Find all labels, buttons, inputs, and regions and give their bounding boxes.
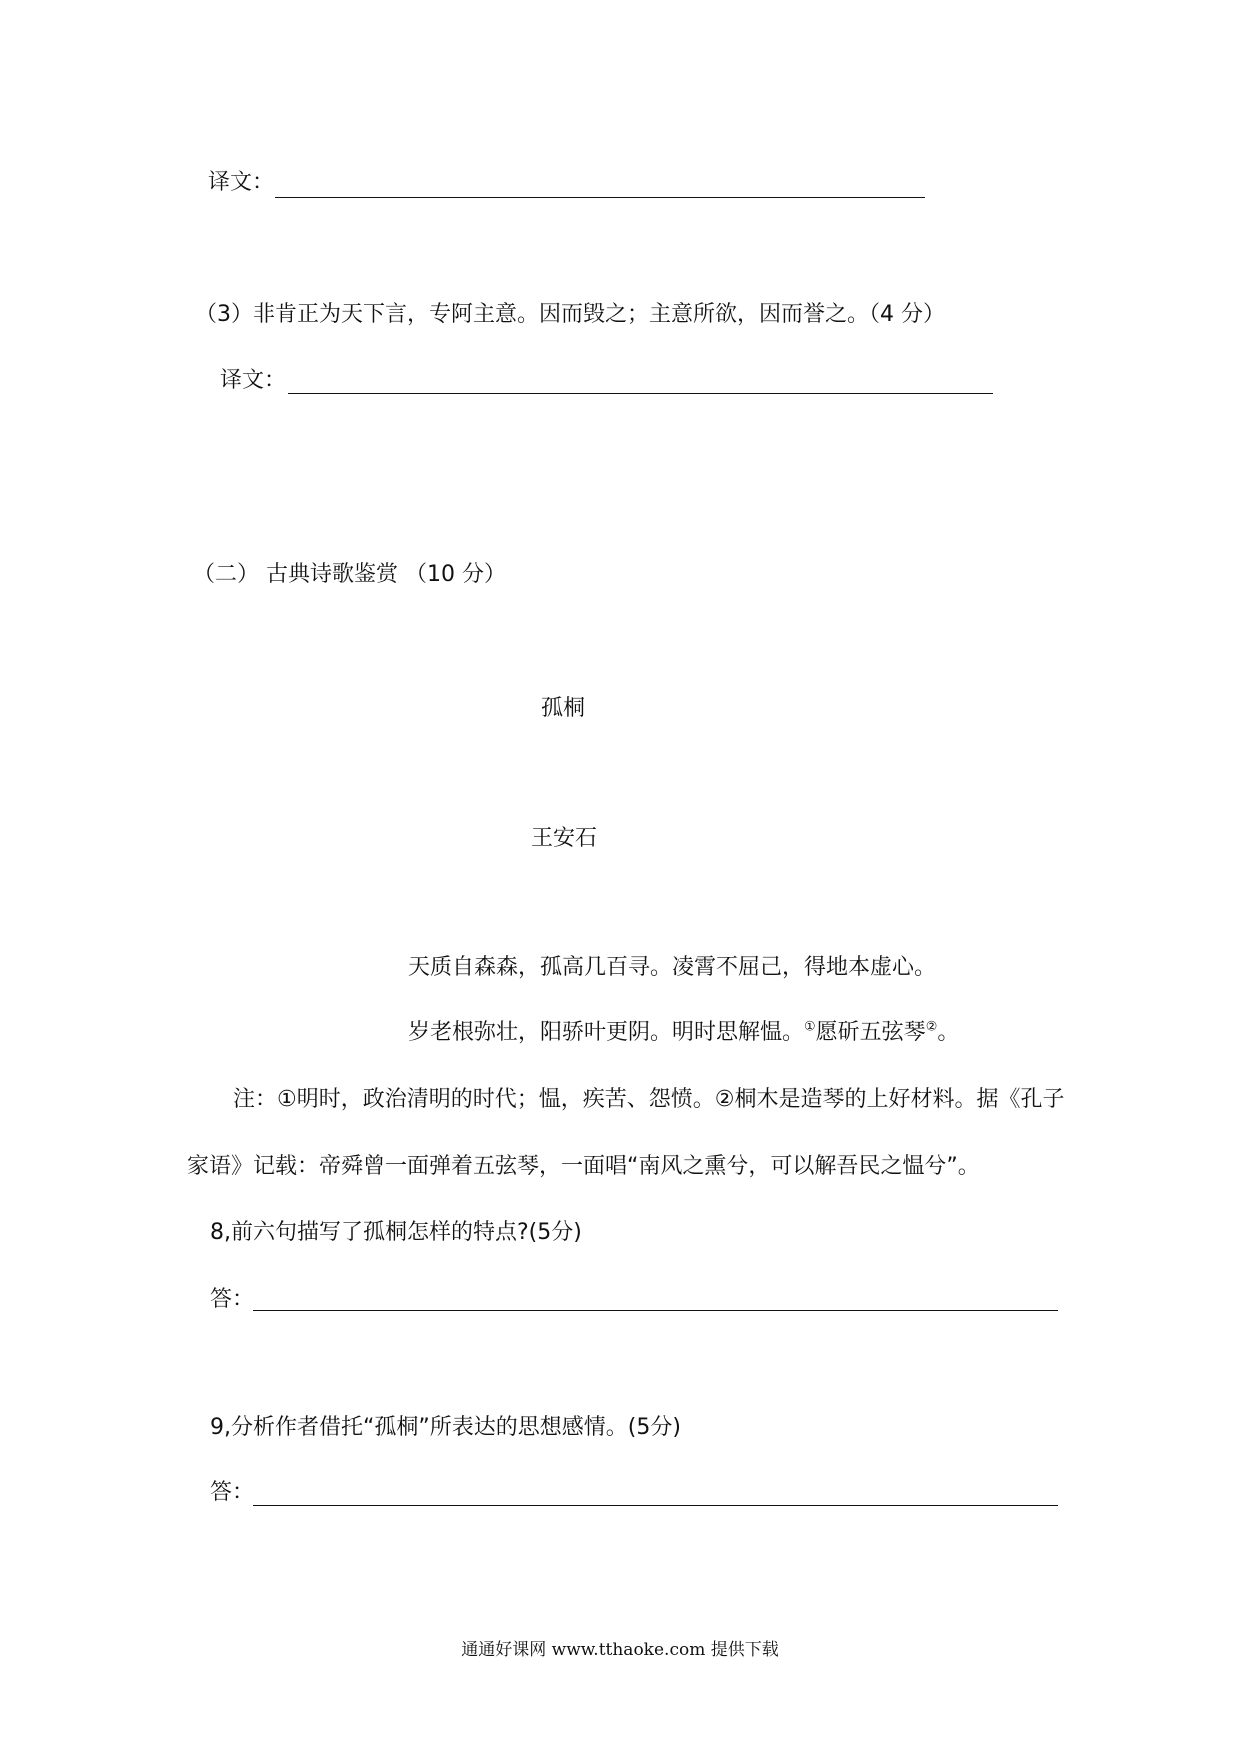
- poem-line-2: [408, 1018, 959, 1048]
- q9-answer-line[interactable]: [253, 1505, 1058, 1506]
- poem-line-2-text-b: 愿斫五弦琴: [815, 1020, 926, 1045]
- q3-answer-line[interactable]: [288, 393, 993, 394]
- q8-answer-label: 答：: [210, 1287, 255, 1312]
- poem-line-2-text: 岁老根弥壮，阳骄叶更阴。明时思解愠。: [408, 1020, 805, 1045]
- q8-answer-line[interactable]: [253, 1310, 1058, 1311]
- poem-line-1: 天质自森森，孤高几百寻。凌霄不屈己，得地本虚心。: [408, 955, 937, 980]
- poem-author: 王安石: [531, 826, 598, 851]
- notes-line-2: 家语》记载：帝舜曾一面弹着五弦琴，一面唱“南风之熏兮，可以解吾民之愠兮”。: [187, 1154, 980, 1179]
- q2-answer-line[interactable]: [275, 197, 925, 198]
- poem-line-2-end: 。: [937, 1020, 960, 1045]
- page-footer: 通通好课网 www.tthaoke.com 提供下载: [461, 1640, 779, 1660]
- q9-question: 9,分析作者借托“孤桐”所表达的思想感情。(5分): [210, 1415, 681, 1440]
- section-heading: （二） 古典诗歌鉴赏 （10 分）: [193, 562, 506, 587]
- q2-answer-label: 译文：: [208, 170, 275, 195]
- q3-question: （3）非肯正为天下言，专阿主意。因而毁之；主意所欲，因而誉之。（4 分）: [195, 302, 945, 327]
- notes-line-1: 注：①明时，政治清明的时代；愠，疾苦、怨愤。②桐木是造琴的上好材料。据《孔子: [233, 1087, 1065, 1112]
- q8-question: 8,前六句描写了孤桐怎样的特点?(5分): [210, 1220, 582, 1245]
- q9-answer-label: 答：: [210, 1480, 255, 1505]
- footnote-mark-2: ②: [925, 1019, 938, 1035]
- q3-answer-label: 译文：: [220, 368, 287, 393]
- poem-title: 孤桐: [541, 696, 586, 721]
- footnote-mark-1: ①: [804, 1019, 816, 1035]
